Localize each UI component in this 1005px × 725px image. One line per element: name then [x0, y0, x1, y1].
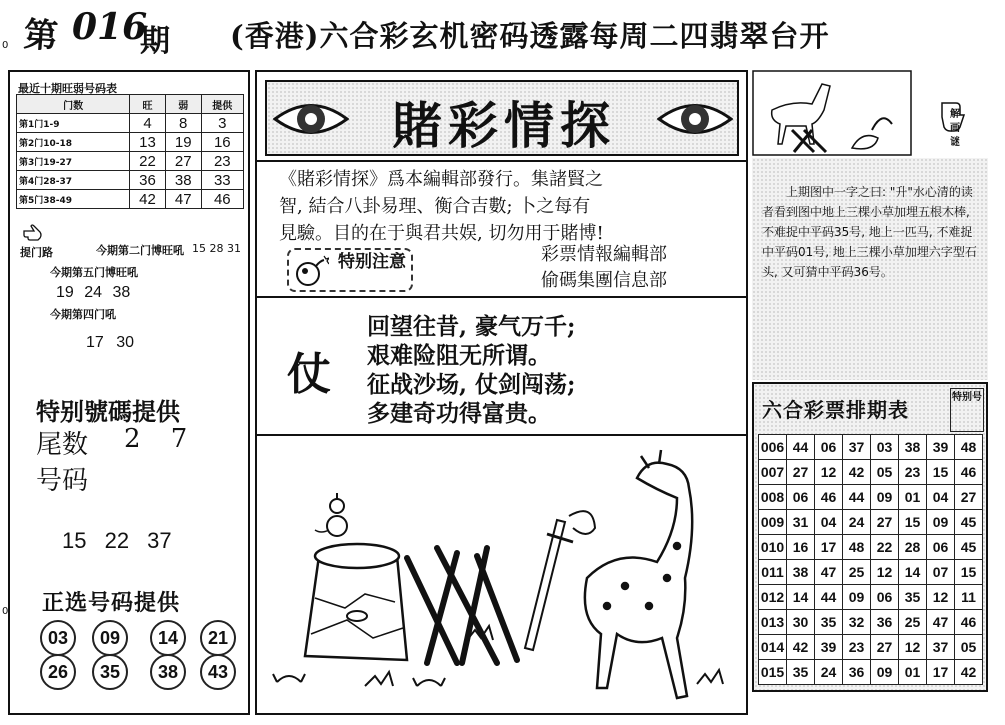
table-cell: 05: [955, 635, 983, 660]
deer-drawing: [585, 450, 692, 698]
table-cell: 42: [843, 460, 871, 485]
table-cell: 31: [787, 510, 815, 535]
table-cell: 3: [201, 114, 243, 133]
table-cell: 27: [871, 635, 899, 660]
horse-illustration: [752, 70, 912, 156]
pick-number: 14: [150, 620, 186, 656]
table-cell: 04: [927, 485, 955, 510]
table-cell: 12: [871, 560, 899, 585]
col-header-gate: 门数: [17, 95, 130, 114]
table-cell: 48: [843, 535, 871, 560]
table-cell: 12: [815, 460, 843, 485]
schedule-title: 六合彩票排期表: [762, 398, 909, 422]
page-header: [0, 0, 1005, 62]
table-cell: 44: [787, 435, 815, 460]
table-cell: 19: [165, 133, 201, 152]
hint-line2-label: 今期第五门博旺吼: [50, 266, 138, 279]
sword-drawing: [525, 511, 595, 650]
table-cell: 05: [871, 460, 899, 485]
frequency-table: [16, 80, 244, 209]
table-cell: 47: [815, 560, 843, 585]
signature: [541, 242, 667, 294]
table-cell: 46: [955, 610, 983, 635]
issue-cell: 013: [759, 610, 787, 635]
issue-number: 016: [72, 6, 148, 48]
table-cell: 15: [955, 560, 983, 585]
gate-label: 第2门10-18: [17, 133, 130, 152]
riddle-label: 解画谜: [950, 109, 960, 148]
issue-cell: 015: [759, 660, 787, 685]
masthead-title: 賭彩情探: [392, 96, 616, 155]
previous-riddle-box: [752, 70, 912, 156]
tail-values: 2 7: [124, 424, 188, 454]
table-cell: 33: [201, 171, 243, 190]
table-cell: 35: [815, 610, 843, 635]
table-cell: 32: [843, 610, 871, 635]
poem-line: 艰难险阻无所谓。: [367, 342, 551, 369]
pick-number: 43: [200, 654, 236, 690]
poem-section: [257, 298, 746, 436]
edge-mark: 0: [2, 606, 9, 617]
table-cell: 01: [899, 485, 927, 510]
pointing-hand-icon: [22, 222, 44, 242]
hint-line3-label: 今期第四门吼: [50, 308, 116, 321]
frequency-table-caption: 最近十期旺弱号码表: [18, 82, 117, 95]
table-cell: 44: [815, 585, 843, 610]
table-cell: 09: [871, 660, 899, 685]
table-cell: 25: [899, 610, 927, 635]
table-row: [759, 585, 983, 610]
table-cell: 45: [955, 510, 983, 535]
table-cell: 12: [899, 635, 927, 660]
table-cell: 37: [843, 435, 871, 460]
table-cell: 46: [955, 460, 983, 485]
table-row: [759, 485, 983, 510]
table-row: [759, 560, 983, 585]
bomb-icon: [293, 254, 329, 288]
table-cell: 07: [927, 560, 955, 585]
table-cell: 38: [787, 560, 815, 585]
table-row: [759, 435, 983, 460]
table-row: [17, 190, 244, 209]
table-cell: 09: [871, 485, 899, 510]
table-row: [17, 171, 244, 190]
table-cell: 09: [927, 510, 955, 535]
table-cell: 12: [927, 585, 955, 610]
poem-lines: [367, 312, 576, 428]
table-cell: 44: [843, 485, 871, 510]
hint-line1-label: 今期第二门博旺吼: [96, 244, 184, 257]
issue-cell: 006: [759, 435, 787, 460]
pick-number: 09: [92, 620, 128, 656]
issue-prefix: 第: [22, 14, 60, 58]
table-cell: 17: [815, 535, 843, 560]
table-cell: 42: [955, 660, 983, 685]
table-cell: 01: [899, 660, 927, 685]
issue-cell: 014: [759, 635, 787, 660]
notice-label: 特别注意: [338, 252, 406, 272]
table-cell: 42: [130, 190, 166, 209]
table-cell: 09: [843, 585, 871, 610]
poem-line: 多建奇功得富贵。: [367, 400, 551, 427]
table-cell: 23: [201, 152, 243, 171]
table-cell: 37: [927, 635, 955, 660]
pick-number: 35: [92, 654, 128, 690]
issue-cell: 008: [759, 485, 787, 510]
table-cell: 22: [871, 535, 899, 560]
table-cell: 35: [787, 660, 815, 685]
table-cell: 36: [130, 171, 166, 190]
table-cell: 8: [165, 114, 201, 133]
special-number-title: 特别號碼提供: [36, 398, 180, 426]
table-row: [17, 114, 244, 133]
crossed-sticks-drawing: [407, 548, 517, 663]
table-cell: 30: [787, 610, 815, 635]
table-cell: 45: [955, 535, 983, 560]
pick-number: 38: [150, 654, 186, 690]
table-cell: 35: [899, 585, 927, 610]
table-cell: 15: [927, 460, 955, 485]
pick-number: 03: [40, 620, 76, 656]
signature-line: 偷碼集團信息部: [541, 270, 667, 291]
intro-line: 見驗。目的在于與君共娱, 切勿用于賭博!: [279, 223, 604, 244]
table-cell: 4: [130, 114, 166, 133]
schedule-box: [752, 382, 988, 692]
table-cell: 39: [815, 635, 843, 660]
intro-line: 智, 結合八卦易理、衡合吉數; 卜之每有: [279, 196, 591, 217]
table-cell: 06: [927, 535, 955, 560]
code-values: 15 22 37: [62, 528, 172, 553]
table-cell: 27: [871, 510, 899, 535]
table-cell: 38: [165, 171, 201, 190]
table-cell: 11: [955, 585, 983, 610]
page-headline: (香港)六合彩玄机密码透露每周二四翡翠台开: [230, 19, 830, 53]
table-cell: 47: [927, 610, 955, 635]
table-row: [759, 535, 983, 560]
table-cell: 06: [787, 485, 815, 510]
issue-cell: 012: [759, 585, 787, 610]
table-cell: 13: [130, 133, 166, 152]
table-row: [759, 460, 983, 485]
table-row: [17, 152, 244, 171]
poem-line: 回望往昔, 豪气万千;: [367, 313, 576, 340]
issue-suffix: 期: [140, 24, 170, 59]
table-row: [759, 660, 983, 685]
tail-label: 尾数: [36, 430, 89, 460]
table-cell: 24: [843, 510, 871, 535]
table-row: [759, 510, 983, 535]
table-cell: 14: [787, 585, 815, 610]
table-cell: 36: [843, 660, 871, 685]
special-number-header: 特别号: [950, 388, 984, 432]
table-cell: 27: [165, 152, 201, 171]
table-row: [17, 133, 244, 152]
signature-line: 彩票情報編輯部: [541, 244, 667, 265]
riddle-illustration: [257, 438, 746, 715]
table-cell: 36: [871, 610, 899, 635]
gate-label: 第5门38-49: [17, 190, 130, 209]
hint-line2-values: 19 24 38: [56, 284, 131, 301]
eye-icon: [273, 96, 349, 142]
table-cell: 22: [130, 152, 166, 171]
table-cell: 14: [899, 560, 927, 585]
table-cell: 23: [843, 635, 871, 660]
table-cell: 24: [815, 660, 843, 685]
col-header-cold: 弱: [165, 95, 201, 114]
table-cell: 16: [787, 535, 815, 560]
schedule-table: [758, 434, 983, 685]
table-cell: 47: [165, 190, 201, 209]
pick-number: 21: [200, 620, 236, 656]
table-cell: 17: [927, 660, 955, 685]
table-cell: 39: [927, 435, 955, 460]
intro-line: 《賭彩情探》爲本編輯部發行。集諸賢之: [279, 169, 603, 190]
table-cell: 25: [843, 560, 871, 585]
gate-label: 第3门19-27: [17, 152, 130, 171]
masthead-box: [265, 80, 739, 156]
table-cell: 15: [899, 510, 927, 535]
hint-label: 提门路: [20, 246, 53, 259]
issue-cell: 009: [759, 510, 787, 535]
gate-label: 第4门28-37: [17, 171, 130, 190]
table-cell: 03: [871, 435, 899, 460]
eye-icon: [657, 96, 733, 142]
table-row: [759, 635, 983, 660]
poem-character: 仗: [287, 349, 331, 400]
pick-numbers-title: 正选号码提供: [42, 591, 181, 616]
riddle-answer-box: [752, 158, 988, 380]
table-cell: 27: [955, 485, 983, 510]
pick-number: 26: [40, 654, 76, 690]
hint-line3-values: 17 30: [86, 334, 135, 351]
code-label: 号码: [36, 466, 89, 496]
issue-cell: 010: [759, 535, 787, 560]
table-row: [759, 610, 983, 635]
table-cell: 06: [815, 435, 843, 460]
col-header-provide: 提供: [201, 95, 243, 114]
intro-text: [279, 166, 739, 247]
riddle-answer-text: 上期图中一字之曰: "升"水心清的读者看到图中地上三棵小草加埋五根木棒, 不难捉中平码35号, 地上一匹马, 不难捉中平码01号, 地上三棵小草加埋六字型石头, 又可猜中平码36号。: [762, 185, 977, 279]
table-cell: 04: [815, 510, 843, 535]
intro-section: [257, 160, 746, 298]
issue-cell: 007: [759, 460, 787, 485]
table-cell: 27: [787, 460, 815, 485]
stump-drawing: [305, 493, 407, 660]
table-cell: 38: [899, 435, 927, 460]
hint-line1-values: 15 28 31: [192, 242, 241, 255]
middle-panel: [255, 70, 748, 715]
table-cell: 42: [787, 635, 815, 660]
table-cell: 06: [871, 585, 899, 610]
table-cell: 46: [201, 190, 243, 209]
table-cell: 28: [899, 535, 927, 560]
gate-label: 第1门1-9: [17, 114, 130, 133]
col-header-hot: 旺: [130, 95, 166, 114]
issue-cell: 011: [759, 560, 787, 585]
table-cell: 16: [201, 133, 243, 152]
notice-badge: [287, 248, 413, 292]
table-cell: 46: [815, 485, 843, 510]
table-cell: 23: [899, 460, 927, 485]
table-cell: 48: [955, 435, 983, 460]
poem-line: 征战沙场, 仗剑闯荡;: [367, 371, 576, 398]
edge-mark: 0: [2, 40, 9, 51]
